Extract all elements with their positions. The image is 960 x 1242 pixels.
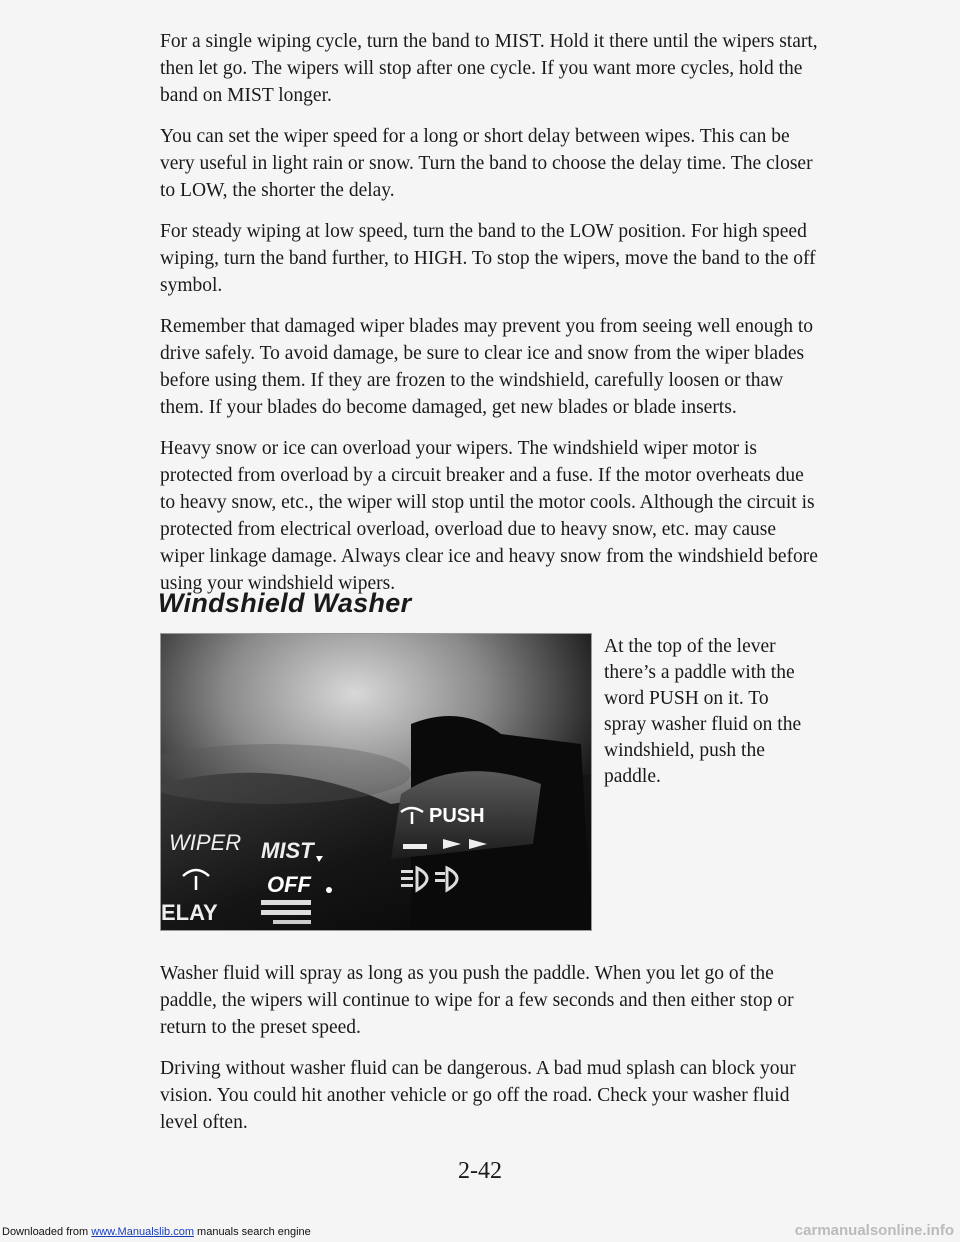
- paragraph-damaged-blades: Remember that damaged wiper blades may prevent you from seeing well enough to drive safely. To avoid damage, be sure to clear ice and snow from the wiper blades before using them. If they are frozen to the windshield, carefully loosen or thaw them. If your blades do become damaged, get new blades or blade inserts.: [160, 316, 814, 418]
- paddle-instructions: At the top of the lever there’s a paddle with the word PUSH on it. To spray washer fluid on the windshield, push the paddle.: [604, 636, 802, 787]
- paragraph-steady-wiping: For steady wiping at low speed, turn the band to the LOW position. For high speed wiping, turn the band further, to HIGH. To stop the wipers, move the band to the off symbol.: [160, 221, 816, 296]
- top-text-block: [160, 28, 820, 611]
- footer-suffix: manuals search engine: [193, 1226, 311, 1238]
- manualslib-link[interactable]: www.Manualslib.com: [91, 1226, 194, 1238]
- wiper-lever-illustration: [161, 634, 591, 930]
- lower-text-block: [160, 960, 820, 1150]
- paragraph-mist: For a single wiping cycle, turn the band to MIST. Hold it there until the wipers start, then let go. The wipers will stop after one cycle. If you want more cycles, hold the band on MIST longer.: [160, 31, 818, 106]
- label-push: PUSH: [429, 805, 485, 827]
- section-heading: Windshield Washer: [158, 588, 412, 618]
- label-off: OFF: [267, 872, 311, 897]
- paragraph-spray: Washer fluid will spray as long as you push the paddle. When you let go of the paddle, the wipers will continue to wipe for a few seconds and then either stop or return to the preset speed.: [160, 963, 794, 1038]
- download-footer: [2, 1226, 311, 1238]
- label-wiper: WIPER: [169, 830, 242, 855]
- paragraph-washer-fluid-warning: Driving without washer fluid can be dangerous. A bad mud splash can block your vision. You could hit another vehicle or go off the road. Check your washer fluid level often.: [160, 1058, 796, 1133]
- label-delay: ELAY: [161, 900, 218, 925]
- page-number: 2-42: [458, 1158, 502, 1184]
- watermark: carmanualsonline.info: [794, 1222, 954, 1239]
- paragraph-delay: You can set the wiper speed for a long or short delay between wipes. This can be very useful in light rain or snow. Turn the band to choose the delay time. The closer to LOW, the shorter the delay.: [160, 126, 813, 201]
- wiper-lever-photo: [160, 633, 592, 931]
- paragraph-heavy-snow: Heavy snow or ice can overload your wipers. The windshield wiper motor is protected from overload by a circuit breaker and a fuse. If the motor overheats due to heavy snow, etc., the wiper will stop until the motor cools. Although the circuit is protected from electrical overload, overload due to heavy snow, etc. may cause wiper linkage damage. Always clear ice and heavy snow from the windshield before using your windshield wipers.: [160, 438, 818, 594]
- footer-prefix: Downloaded from: [2, 1226, 92, 1238]
- label-mist: MIST: [261, 838, 314, 863]
